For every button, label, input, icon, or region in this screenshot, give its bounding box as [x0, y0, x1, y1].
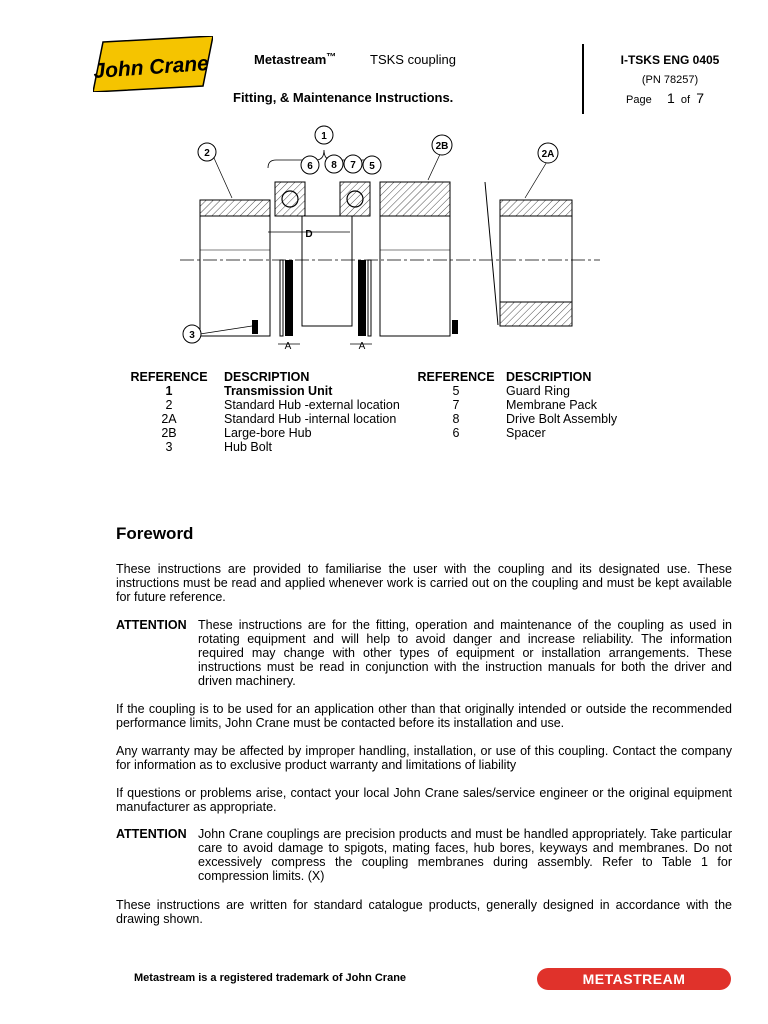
logo-text: John Crane [93, 51, 210, 83]
table-row [115, 398, 706, 412]
foreword-heading: Foreword [116, 524, 194, 543]
header-description-2: DESCRIPTION [506, 370, 592, 384]
paragraph-intro: These instructions are provided to familiarise the user with the coupling and its designated use. These instructions must be read and applied whenever work is carried out on the coupling and must be kept available for future reference. [116, 562, 732, 604]
doc-number: I-TSKS ENG 0405 [620, 53, 720, 67]
page-indicator: Page 1 of 7 [626, 90, 705, 106]
attention-text-1: These instructions are for the fitting, operation and maintenance of the coupling as used in rotating equipment and will help to avoid danger and increase reliability. The information required may change with other types of equipment or installation arrangements. These instructions must be read in conjunction with the instruction manuals for both the driver and driven machinery. [198, 618, 732, 688]
ref-cell: 2 [165, 398, 173, 412]
desc-cell: Guard Ring [506, 384, 570, 398]
callout-6: 6 [307, 161, 313, 172]
trademark-symbol: ™ [326, 52, 337, 63]
ref-cell [406, 440, 506, 454]
header-reference-2: REFERENCE [417, 370, 495, 384]
paragraph-warranty: Any warranty may be affected by improper handling, installation, or use of this coupling. Contact the company for information as to exclusive product warranty and limitations of liability [116, 744, 732, 772]
header-subtitle: Fitting, & Maintenance Instructions. [233, 90, 454, 105]
dim-d-label: D [305, 229, 313, 240]
callout-5: 5 [369, 161, 375, 172]
metastream-badge: METASTREAM [537, 968, 731, 990]
desc-cell [506, 440, 706, 454]
desc-cell: Membrane Pack [506, 398, 598, 412]
paragraph-application: If the coupling is to be used for an application other than that originally intended or outside the recommended performance limits, John Crane must be contacted before its installation and use. [116, 702, 732, 730]
table-row [115, 426, 706, 440]
ref-cell: 8 [452, 412, 460, 426]
dim-a-right: A [358, 341, 366, 352]
attention-label: ATTENTION [116, 618, 187, 632]
callout-8: 8 [331, 160, 337, 171]
ref-cell: 5 [452, 384, 460, 398]
attention-block-1 [116, 618, 732, 688]
desc-cell: Standard Hub -internal location [224, 412, 397, 426]
callout-2a: 2A [541, 149, 555, 160]
desc-cell: Drive Bolt Assembly [506, 412, 618, 426]
coupling-drawing [180, 120, 600, 360]
part-number: (PN 78257) [641, 74, 699, 86]
ref-cell: 6 [452, 426, 460, 440]
ref-cell: 2A [161, 412, 177, 426]
ref-cell: 3 [165, 440, 173, 454]
desc-cell: Large-bore Hub [224, 426, 312, 440]
callout-1: 1 [321, 131, 327, 142]
callout-3: 3 [189, 330, 195, 341]
header-divider [582, 44, 584, 114]
header-brand: Metastream™ [254, 52, 337, 67]
trademark-note: Metastream is a registered trademark of John Crane [134, 972, 407, 984]
ref-cell: 2B [161, 426, 177, 440]
table-header-row [115, 370, 706, 384]
header-reference: REFERENCE [130, 370, 208, 384]
header-product: TSKS coupling [370, 52, 456, 67]
reference-table [115, 370, 706, 454]
dim-a-left: A [284, 341, 292, 352]
callout-7: 7 [350, 160, 356, 171]
header-description: DESCRIPTION [224, 370, 310, 384]
attention-text-2: John Crane couplings are precision products and must be handled appropriately. Take particular care to avoid damage to spigots, mating faces, hub bores, keyways and membranes. Do not excessively compress the coupling membranes during assembly. Refer to Table 1 for compression limits. (X) [198, 827, 732, 883]
desc-cell: Hub Bolt [224, 440, 272, 454]
desc-cell: Transmission Unit [224, 384, 333, 398]
attention-label: ATTENTION [116, 827, 187, 841]
ref-cell: 1 [165, 384, 173, 398]
desc-cell: Spacer [506, 426, 546, 440]
attention-block-2 [116, 827, 732, 883]
ref-cell: 7 [452, 398, 460, 412]
paragraph-catalogue: These instructions are written for standard catalogue products, generally designed in accordance with the drawing shown. [116, 898, 732, 926]
table-row [115, 384, 706, 398]
callout-2b: 2B [435, 141, 449, 152]
callout-2: 2 [204, 148, 210, 159]
table-row [115, 440, 706, 454]
john-crane-logo [93, 36, 213, 92]
desc-cell: Standard Hub -external location [224, 398, 400, 412]
table-row [115, 412, 706, 426]
paragraph-questions: If questions or problems arise, contact your local John Crane sales/service engineer or the original equipment manufacturer as appropriate. [116, 786, 732, 814]
